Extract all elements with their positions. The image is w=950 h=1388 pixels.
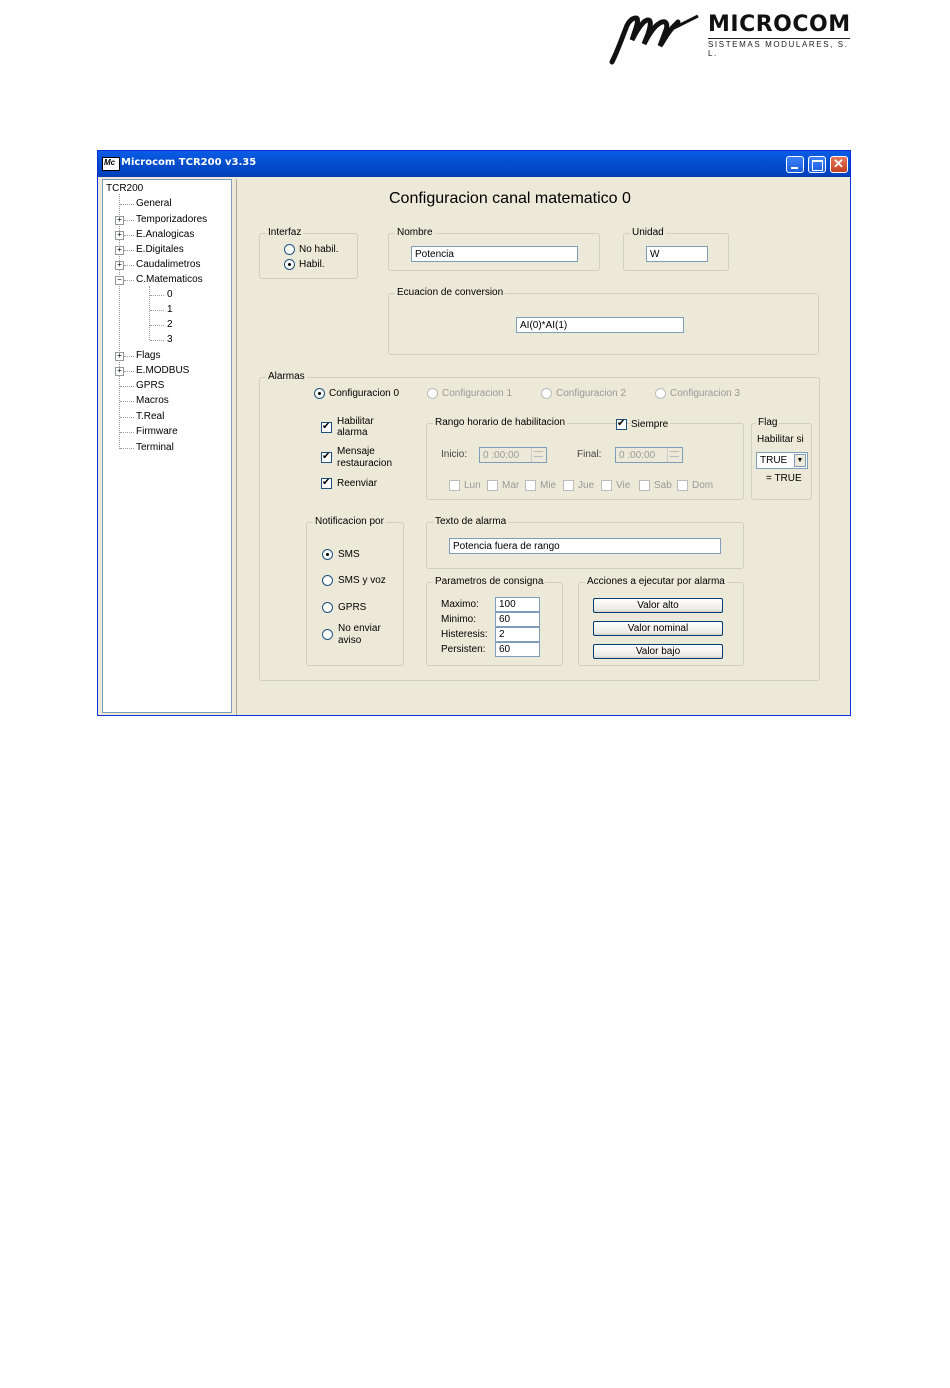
- tree-connector: [150, 310, 164, 311]
- config-3-label: Configuracion 3: [670, 388, 741, 399]
- tree-child-3[interactable]: 3: [167, 334, 173, 345]
- ecuacion-label: Ecuacion de conversion: [397, 287, 504, 298]
- minimo-label: Minimo:: [441, 614, 477, 625]
- expand-icon[interactable]: +: [115, 352, 124, 361]
- mensaje-restauracion-label: Mensaje restauracion: [337, 446, 393, 469]
- expand-icon[interactable]: +: [115, 367, 124, 376]
- tree-item-gprs[interactable]: GPRS: [136, 380, 165, 391]
- reenviar-checkbox[interactable]: [321, 478, 332, 489]
- texto-alarma-input[interactable]: Potencia fuera de rango: [449, 538, 721, 554]
- mensaje-restauracion-checkbox[interactable]: [321, 452, 332, 463]
- config-2-label: Configuracion 2: [556, 388, 627, 399]
- valor-nominal-button[interactable]: Valor nominal: [593, 621, 723, 636]
- ecuacion-group: [388, 287, 819, 355]
- nombre-group: [388, 227, 600, 271]
- maximo-input[interactable]: 100: [495, 597, 540, 612]
- day-sab-label: Sab: [654, 480, 672, 491]
- day-mie-checkbox[interactable]: [525, 480, 536, 491]
- alarmas-group: [259, 371, 820, 681]
- tree-item-e-digitales[interactable]: E.Digitales: [136, 244, 184, 255]
- inicio-spinner-icon[interactable]: [531, 448, 546, 462]
- collapse-icon[interactable]: −: [115, 276, 124, 285]
- maximo-label: Maximo:: [441, 599, 479, 610]
- tree-child-2[interactable]: 2: [167, 319, 173, 330]
- final-time-input[interactable]: 0 :00:00: [615, 447, 683, 463]
- texto-alarma-group: [426, 516, 744, 569]
- interfaz-no-habil-radio[interactable]: [284, 244, 295, 255]
- close-button[interactable]: [830, 156, 848, 173]
- flag-group: [751, 417, 812, 500]
- tree-child-1[interactable]: 1: [167, 304, 173, 315]
- tree-item-flags[interactable]: Flags: [136, 350, 161, 361]
- tree-root[interactable]: TCR200: [106, 183, 144, 194]
- flag-label: Flag: [758, 417, 778, 428]
- flag-result: = TRUE: [766, 473, 802, 484]
- habilitar-alarma-label: Habilitar alarma: [337, 416, 374, 438]
- final-label: Final:: [577, 449, 602, 460]
- tree-connector: [120, 417, 134, 418]
- habilitar-alarma-checkbox[interactable]: [321, 422, 332, 433]
- tree-connector: [124, 220, 134, 221]
- company-logo: [608, 10, 853, 66]
- consigna-group: [426, 576, 563, 666]
- minimo-input[interactable]: 60: [495, 612, 540, 627]
- day-dom-label: Dom: [692, 480, 714, 491]
- reenviar-label: Reenviar: [337, 478, 378, 489]
- tree-item-general[interactable]: General: [136, 198, 172, 209]
- tree-connector: [120, 448, 134, 449]
- rango-horario-group: [426, 417, 744, 500]
- ecuacion-input[interactable]: AI(0)*AI(1): [516, 317, 684, 333]
- histeresis-label: Histeresis:: [441, 629, 488, 640]
- interfaz-habil-radio[interactable]: [284, 259, 295, 270]
- notif-no-enviar-label: No enviar aviso: [338, 623, 381, 646]
- siempre-label: Siempre: [631, 419, 669, 430]
- tree-connector: [150, 325, 164, 326]
- tree-child-0[interactable]: 0: [167, 289, 173, 300]
- tree-item-e-modbus[interactable]: E.MODBUS: [136, 365, 190, 376]
- siempre-checkbox[interactable]: [616, 419, 627, 430]
- navigation-tree[interactable]: [102, 179, 232, 713]
- expand-icon[interactable]: +: [115, 216, 124, 225]
- tree-item-c-matematicos[interactable]: C.Matematicos: [136, 274, 203, 285]
- day-lun-checkbox[interactable]: [449, 480, 460, 491]
- interfaz-label: Interfaz: [268, 227, 302, 238]
- tree-item-terminal[interactable]: Terminal: [136, 442, 174, 453]
- rango-horario-label: Rango horario de habilitacion: [435, 417, 566, 428]
- tree-connector: [124, 250, 134, 251]
- expand-icon[interactable]: +: [115, 246, 124, 255]
- nombre-label: Nombre: [397, 227, 433, 238]
- tree-connector: [124, 280, 134, 281]
- notif-sms-voz-label: SMS y voz: [338, 575, 386, 586]
- unidad-group: [623, 227, 729, 271]
- valor-bajo-button[interactable]: Valor bajo: [593, 644, 723, 659]
- day-jue-label: Jue: [578, 480, 595, 491]
- flag-select-value: TRUE: [760, 455, 788, 466]
- persisten-label: Persisten:: [441, 644, 486, 655]
- tree-item-e-analogicas[interactable]: E.Analogicas: [136, 229, 195, 240]
- minimize-button[interactable]: [786, 156, 804, 173]
- tree-connector: [120, 401, 134, 402]
- notif-gprs-radio[interactable]: [322, 602, 333, 613]
- tree-connector: [124, 235, 134, 236]
- consigna-label: Parametros de consigna: [435, 576, 544, 587]
- day-vie-label: Vie: [616, 480, 631, 491]
- logo-wordmark: MICROCOM: [708, 12, 851, 37]
- unidad-label: Unidad: [632, 227, 664, 238]
- valor-alto-button[interactable]: Valor alto: [593, 598, 723, 613]
- notif-sms-radio[interactable]: [322, 549, 333, 560]
- nombre-input[interactable]: Potencia: [411, 246, 578, 262]
- tree-connector: [124, 265, 134, 266]
- notif-sms-label: SMS: [338, 549, 360, 560]
- config-0-radio[interactable]: [314, 388, 325, 399]
- flag-select[interactable]: [756, 452, 808, 469]
- day-dom-checkbox[interactable]: [677, 480, 688, 491]
- day-lun-label: Lun: [464, 480, 481, 491]
- tree-connector: [150, 340, 164, 341]
- inicio-label: Inicio:: [441, 449, 468, 460]
- tree-connector: [150, 295, 164, 296]
- expand-icon[interactable]: +: [115, 231, 124, 240]
- interfaz-no-habil-label: No habil.: [299, 244, 339, 255]
- tree-connector: [120, 386, 134, 387]
- tree-item-temporizadores[interactable]: Temporizadores: [136, 214, 208, 225]
- microcom-mark-icon: [608, 10, 704, 66]
- tree-connector: [124, 371, 134, 372]
- final-spinner-icon[interactable]: [667, 448, 682, 462]
- alarmas-label: Alarmas: [268, 371, 305, 382]
- tree-connector: [120, 204, 134, 205]
- histeresis-input[interactable]: 2: [495, 627, 540, 642]
- tree-item-caudalimetros[interactable]: Caudalimetros: [136, 259, 201, 270]
- maximize-button[interactable]: [808, 156, 826, 173]
- notif-sms-voz-radio[interactable]: [322, 575, 333, 586]
- chevron-down-icon[interactable]: ▼: [794, 454, 806, 467]
- app-logo-icon: Mc: [102, 157, 120, 171]
- day-jue-checkbox[interactable]: [563, 480, 574, 491]
- notificacion-group: [306, 516, 404, 666]
- maximize-icon: [812, 160, 823, 171]
- notif-no-enviar-radio[interactable]: [322, 629, 333, 640]
- tree-item-t-real[interactable]: T.Real: [136, 411, 165, 422]
- interfaz-group: [259, 227, 358, 279]
- expand-icon[interactable]: +: [115, 261, 124, 270]
- config-1-radio[interactable]: [427, 388, 438, 399]
- unidad-input[interactable]: W: [646, 246, 708, 262]
- tree-connector: [124, 356, 134, 357]
- app-window: [97, 150, 851, 716]
- config-0-label: Configuracion 0: [329, 388, 400, 399]
- close-icon: ✕: [833, 156, 844, 171]
- interfaz-habil-label: Habil.: [299, 259, 325, 270]
- config-3-radio[interactable]: [655, 388, 666, 399]
- notif-gprs-label: GPRS: [338, 602, 367, 613]
- tree-connector: [120, 432, 134, 433]
- flag-habilitar-label: Habilitar si: [757, 434, 804, 445]
- persisten-input[interactable]: 60: [495, 642, 540, 657]
- inicio-time-input[interactable]: 0 :00:00: [479, 447, 547, 463]
- tree-item-firmware[interactable]: Firmware: [136, 426, 178, 437]
- page-title: Configuracion canal matematico 0: [389, 190, 631, 207]
- day-mar-label: Mar: [502, 480, 520, 491]
- window-title: Microcom TCR200 v3.35: [121, 157, 257, 168]
- config-1-label: Configuracion 1: [442, 388, 513, 399]
- minimize-icon: [791, 167, 798, 169]
- config-2-radio[interactable]: [541, 388, 552, 399]
- day-mar-checkbox[interactable]: [487, 480, 498, 491]
- notificacion-label: Notificacion por: [315, 516, 384, 527]
- main-panel: [236, 179, 851, 715]
- logo-subtitle: SISTEMAS MODULARES, S. L.: [708, 40, 849, 58]
- acciones-group: [578, 576, 744, 666]
- day-sab-checkbox[interactable]: [639, 480, 650, 491]
- tree-item-macros[interactable]: Macros: [136, 395, 169, 406]
- day-vie-checkbox[interactable]: [601, 480, 612, 491]
- title-bar[interactable]: [98, 151, 850, 177]
- acciones-label: Acciones a ejecutar por alarma: [587, 576, 725, 587]
- texto-alarma-label: Texto de alarma: [435, 516, 507, 527]
- day-mie-label: Mie: [540, 480, 557, 491]
